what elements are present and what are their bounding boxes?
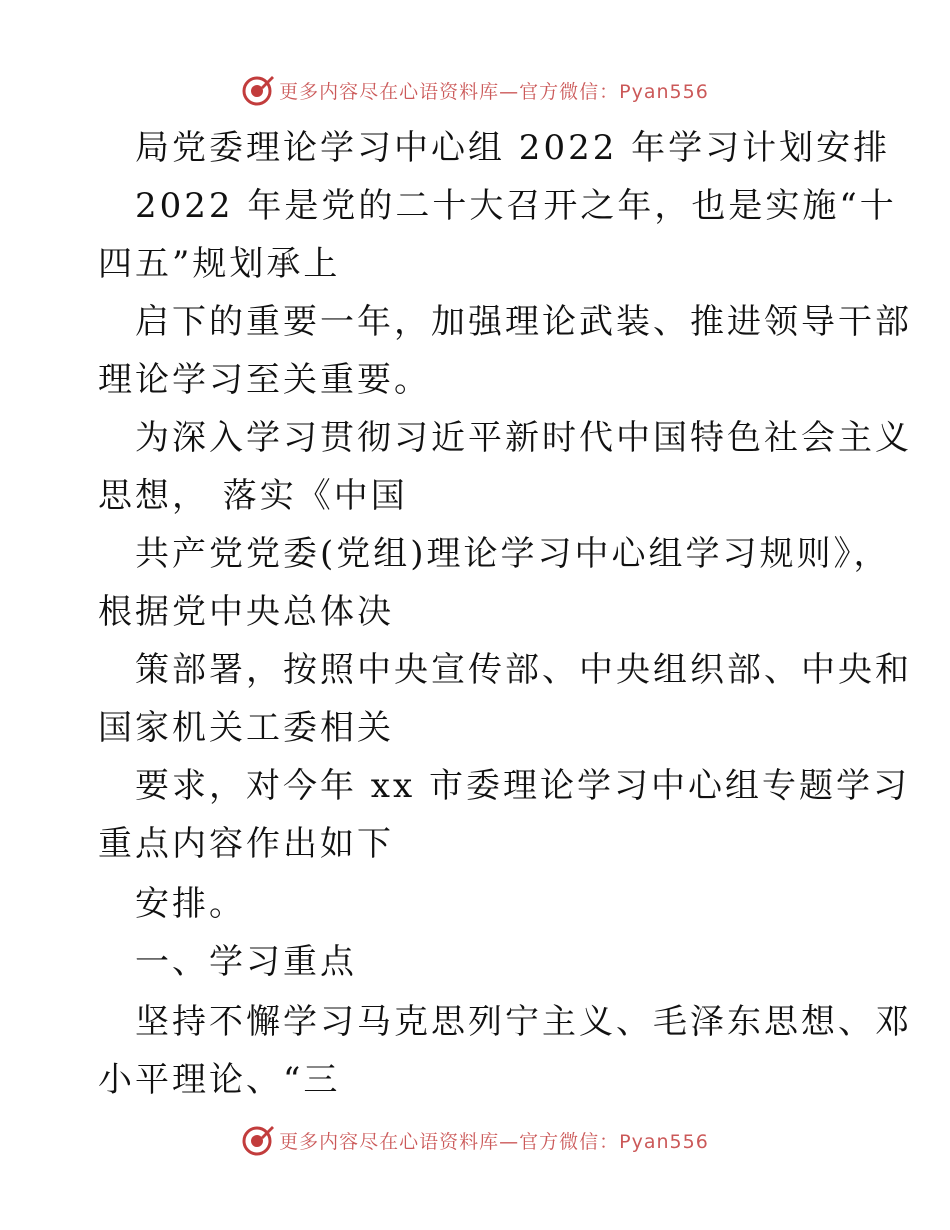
document-line: 根据党中央总体决 [98, 592, 394, 632]
document-line: 策部署，按照中央宣传部、中央组织部、中央和 [135, 650, 912, 690]
document-line: 思想， 落实《中国 [98, 476, 408, 516]
document-line: 四五”规划承上 [98, 244, 341, 284]
document-line: 2022 年是党的二十大召开之年，也是实施“十 [135, 186, 897, 226]
document-line: 安排。 [135, 884, 246, 924]
section-heading: 一、学习重点 [135, 942, 357, 982]
document-line: 理论学习至关重要。 [98, 360, 431, 400]
document-line: 国家机关工委相关 [98, 708, 394, 748]
watermark-footer [0, 1120, 950, 1160]
document-line: 小平理论、“三 [98, 1060, 341, 1100]
document-title: 局党委理论学习中心组 2022 年学习计划安排 [135, 128, 891, 168]
watermark-text: 更多内容尽在心语资料库—官方微信：Pyan556 [279, 1130, 709, 1153]
pen-logo-icon [241, 1123, 275, 1157]
pen-logo-icon [241, 73, 275, 107]
document-line: 坚持不懈学习马克思列宁主义、毛泽东思想、邓 [135, 1002, 912, 1042]
document-line: 重点内容作出如下 [98, 824, 394, 864]
watermark-header [0, 70, 950, 110]
document-line: 要求，对今年 xx 市委理论学习中心组专题学习 [135, 766, 910, 806]
document-line: 为深入学习贯彻习近平新时代中国特色社会主义 [135, 418, 912, 458]
document-line: 启下的重要一年，加强理论武装、推进领导干部 [135, 302, 912, 342]
watermark-text: 更多内容尽在心语资料库—官方微信：Pyan556 [279, 80, 709, 103]
document-line: 共产党党委(党组)理论学习中心组学习规则》， [135, 534, 891, 574]
